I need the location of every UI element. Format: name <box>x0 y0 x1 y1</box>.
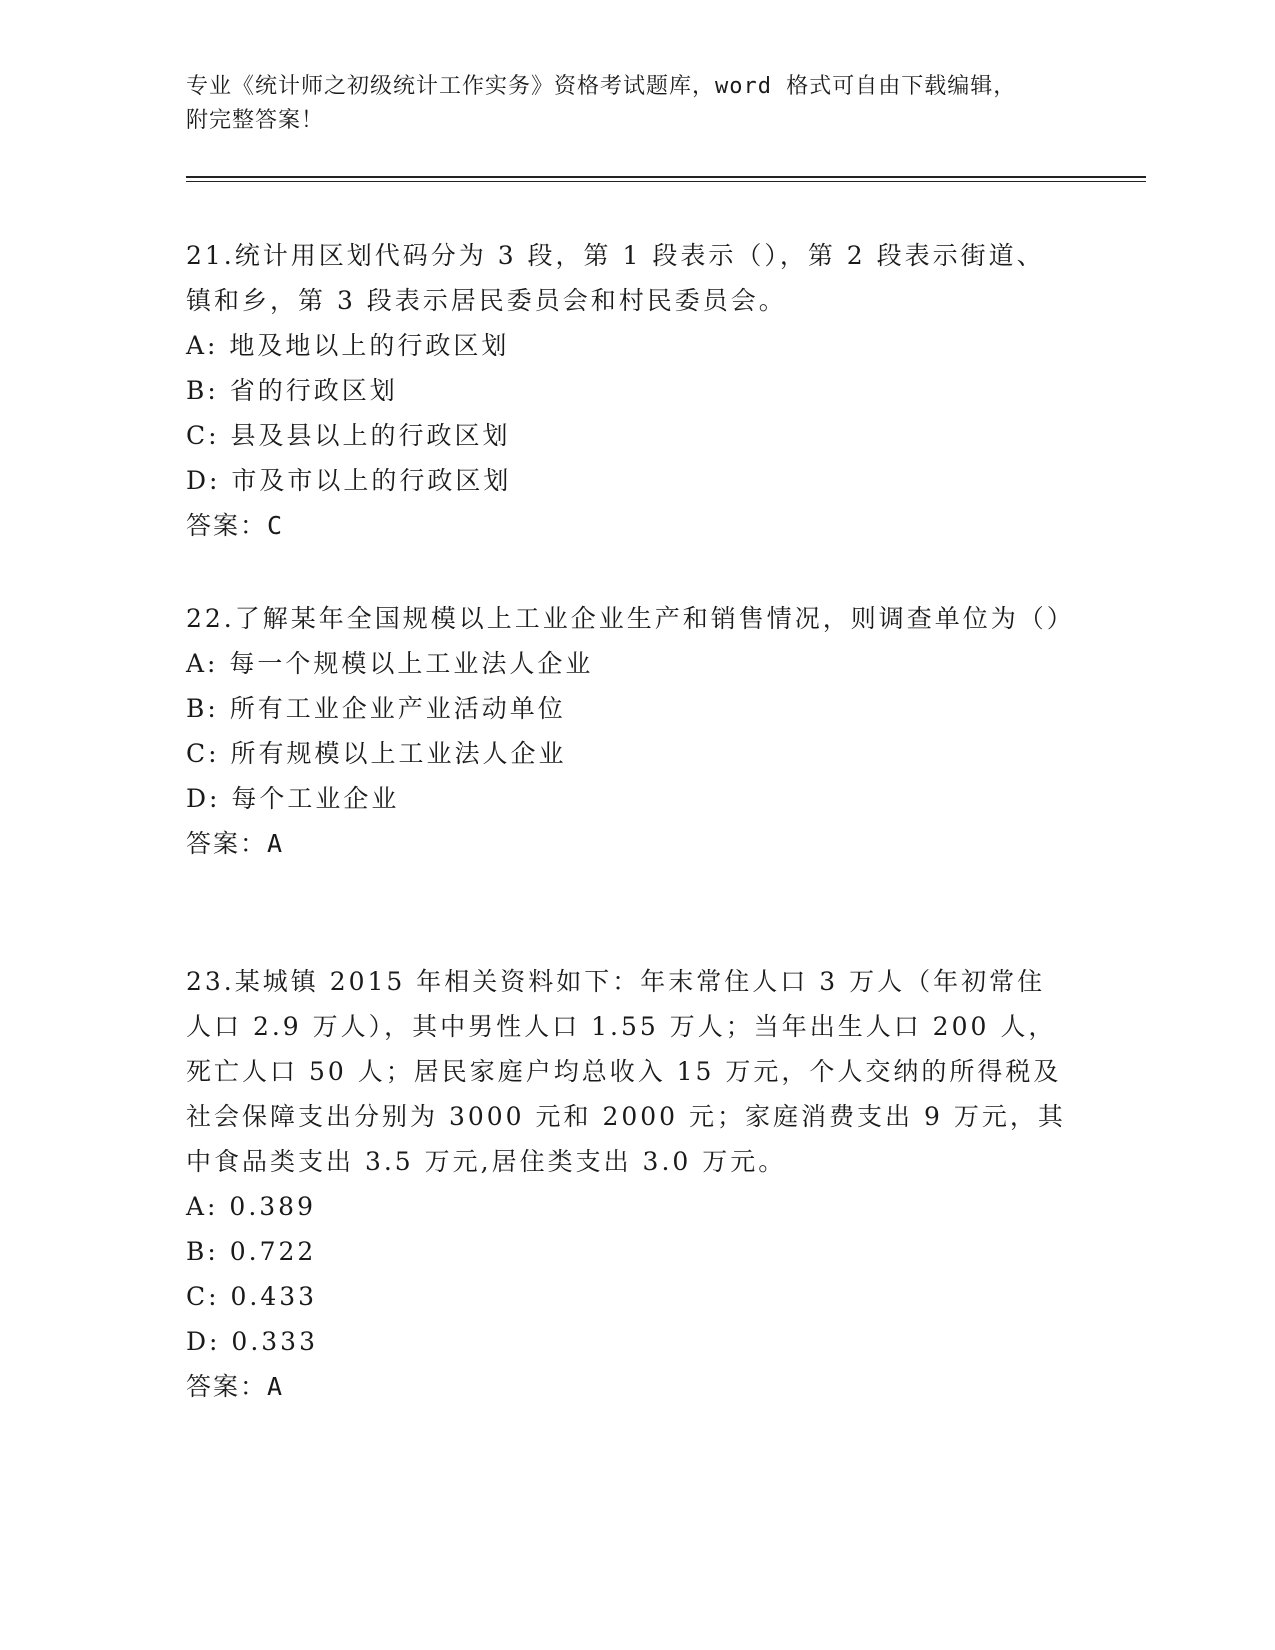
question-stem: 21.统计用区划代码分为 3 段，第 1 段表示（），第 2 段表示街道、镇和乡，第 3 段表示居民委员会和村民委员会。 <box>186 241 1045 315</box>
answer-label: 答案：A <box>186 1372 285 1401</box>
question-stem: 23.某城镇 2015 年相关资料如下：年末常住人口 3 万人（年初常住人口 2.9 万人），其中男性人口 1.55 万人；当年出生人口 200 人，死亡人口 50 人；居民家庭户均总收入 15 万元，个人交纳的所得税及社会保障支出分别为 3000 元和 2000 元；家庭消费支出 9 万元，其中食品类支出 3.5 万元,居住类支出 3.0 万元。 <box>186 967 1066 1176</box>
header-divider-thin <box>186 181 1146 182</box>
document-header <box>186 70 1066 138</box>
question-stem: 22.了解某年全国规模以上工业企业生产和销售情况，则调查单位为（） <box>186 604 1075 633</box>
option-b: B: 所有工业企业产业活动单位 <box>186 694 566 723</box>
header-divider-thick <box>186 176 1146 178</box>
option-c: C: 0.433 <box>186 1282 318 1311</box>
question-22 <box>186 596 1075 866</box>
option-d: D: 0.333 <box>186 1327 318 1356</box>
header-line-2: 附完整答案！ <box>186 108 325 133</box>
question-23 <box>186 959 1066 1409</box>
option-b: B: 0.722 <box>186 1237 317 1266</box>
option-a: A: 每一个规模以上工业法人企业 <box>186 649 594 678</box>
option-d: D: 每个工业企业 <box>186 784 400 813</box>
option-b: B: 省的行政区划 <box>186 376 398 405</box>
header-line-1: 专业《统计师之初级统计工作实务》资格考试题库，word 格式可自由下载编辑， <box>186 74 1017 99</box>
option-a: A: 地及地以上的行政区划 <box>186 331 510 360</box>
question-21 <box>186 233 1066 548</box>
answer-label: 答案：A <box>186 829 285 858</box>
option-c: C: 县及县以上的行政区划 <box>186 421 511 450</box>
option-a: A: 0.389 <box>186 1192 316 1221</box>
answer-label: 答案：C <box>186 511 285 540</box>
option-c: C: 所有规模以上工业法人企业 <box>186 739 567 768</box>
option-d: D: 市及市以上的行政区划 <box>186 466 512 495</box>
